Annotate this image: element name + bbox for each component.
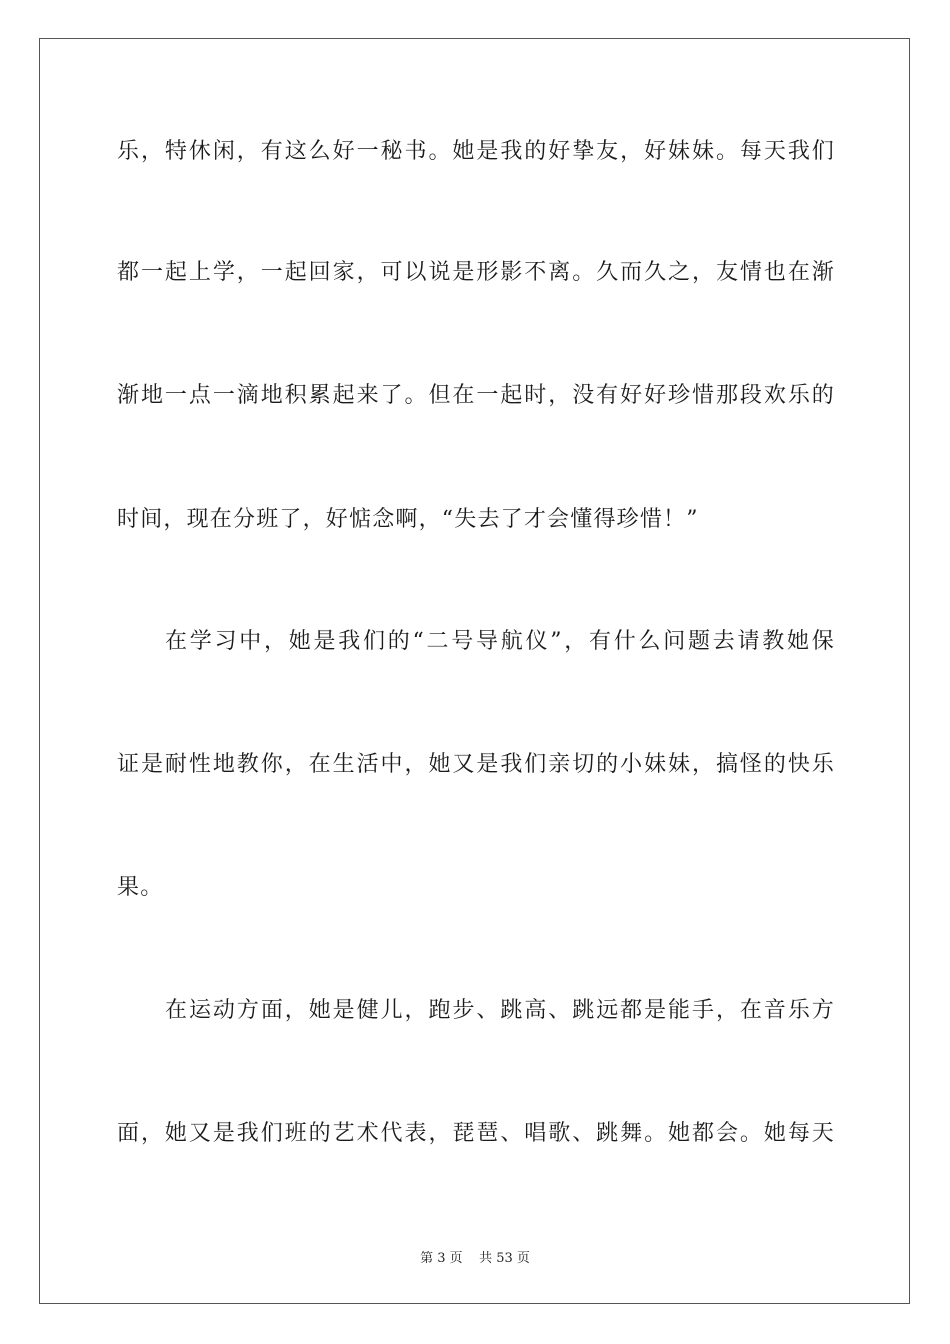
text-line-2: 都一起上学，一起回家，可以说是形影不离。久而久之，友情也在渐 <box>117 260 835 285</box>
text-line-7: 果。 <box>117 875 164 900</box>
text-line-5: 在学习中，她是我们的“二号导航仪”，有什么问题去请教她保 <box>165 629 835 654</box>
text-line-6: 证是耐性地教你，在生活中，她又是我们亲切的小妹妹，搞怪的快乐 <box>117 752 835 777</box>
text-line-9: 面，她又是我们班的艺术代表，琵琶、唱歌、跳舞。她都会。她每天 <box>117 1121 835 1146</box>
text-line-1: 乐，特休闲，有这么好一秘书。她是我的好挚友，好妹妹。每天我们 <box>117 139 835 164</box>
text-line-3: 渐地一点一滴地积累起来了。但在一起时，没有好好珍惜那段欢乐的 <box>117 383 835 408</box>
text-line-4: 时间，现在分班了，好惦念啊，“失去了才会懂得珍惜！” <box>117 507 699 532</box>
page-number: 第 3 页 共 53 页 <box>420 1251 530 1266</box>
text-line-8: 在运动方面，她是健儿，跑步、跳高、跳远都是能手，在音乐方 <box>165 998 835 1023</box>
